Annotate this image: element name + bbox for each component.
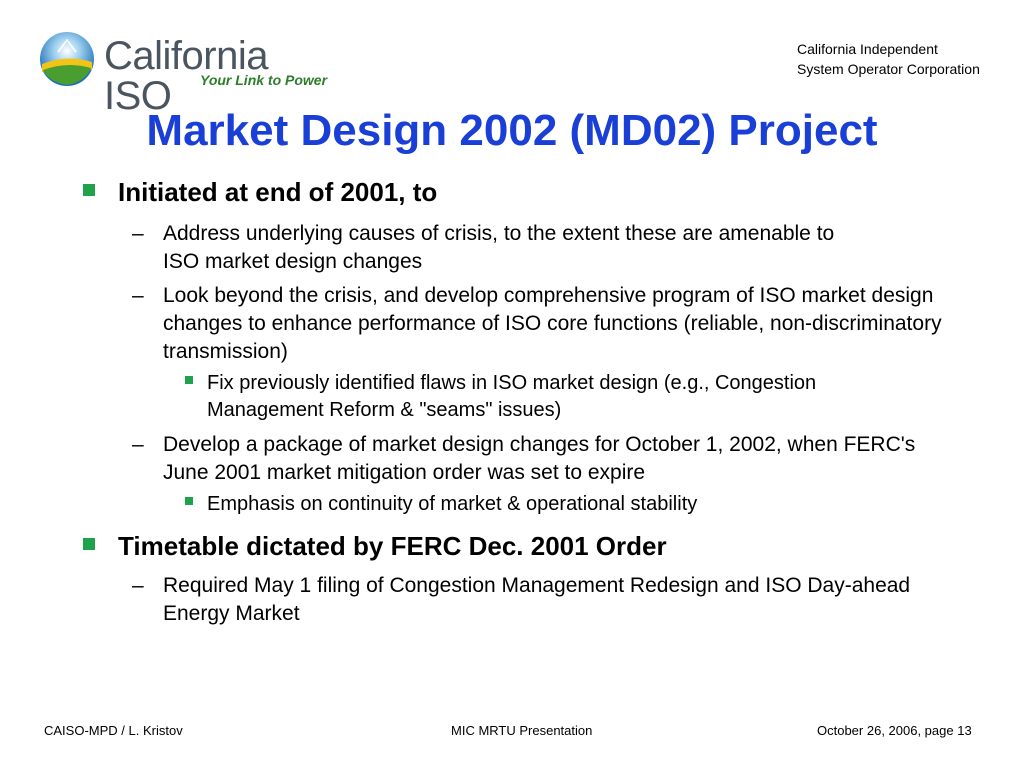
california-iso-logo	[38, 30, 338, 118]
dash-icon: –	[132, 433, 144, 456]
bullet-level3: Fix previously identified flaws in ISO market design (e.g., Congestion Management Reform & "seams" issues)	[207, 372, 817, 421]
dash-icon: –	[132, 574, 144, 597]
bullet-level2: Required May 1 filing of Congestion Management Redesign and ISO Day-ahead Energy Market	[163, 574, 911, 625]
bullet-level1: Timetable dictated by FERC Dec. 2001 Order	[118, 531, 667, 561]
bullet-square-icon	[185, 497, 193, 505]
footer-left: CAISO-MPD / L. Kristov	[44, 723, 183, 738]
logo-sun-icon	[38, 30, 96, 88]
logo-tagline: Your Link to Power	[200, 72, 328, 88]
bullet-square-icon	[185, 376, 193, 384]
dash-icon: –	[132, 222, 144, 245]
dash-icon: –	[132, 284, 144, 307]
corp-line-1: California Independent	[797, 41, 938, 57]
footer-center: MIC MRTU Presentation	[451, 723, 593, 738]
bullet-square-icon	[83, 184, 95, 196]
bullet-level2: Address underlying causes of crisis, to the extent these are amenable to ISO market design changes	[163, 222, 835, 273]
bullet-level3: Emphasis on continuity of market & operational stability	[207, 493, 698, 515]
corporation-name	[797, 39, 980, 79]
bullet-square-icon	[83, 538, 95, 550]
corp-line-2: System Operator Corporation	[797, 61, 980, 77]
bullet-level2: Develop a package of market design changes for October 1, 2002, when FERC's June 2001 market mitigation order was set to expire	[163, 433, 916, 484]
logo-wordmark: California ISO	[104, 34, 268, 118]
footer-right: October 26, 2006, page 13	[817, 723, 972, 738]
bullet-level2: Look beyond the crisis, and develop comprehensive program of ISO market design changes to enhance performance of ISO core functions (reliable, non-discriminatory transmission)	[163, 284, 942, 363]
slide-title: Market Design 2002 (MD02) Project	[146, 106, 878, 155]
bullet-level1: Initiated at end of 2001, to	[118, 177, 438, 207]
